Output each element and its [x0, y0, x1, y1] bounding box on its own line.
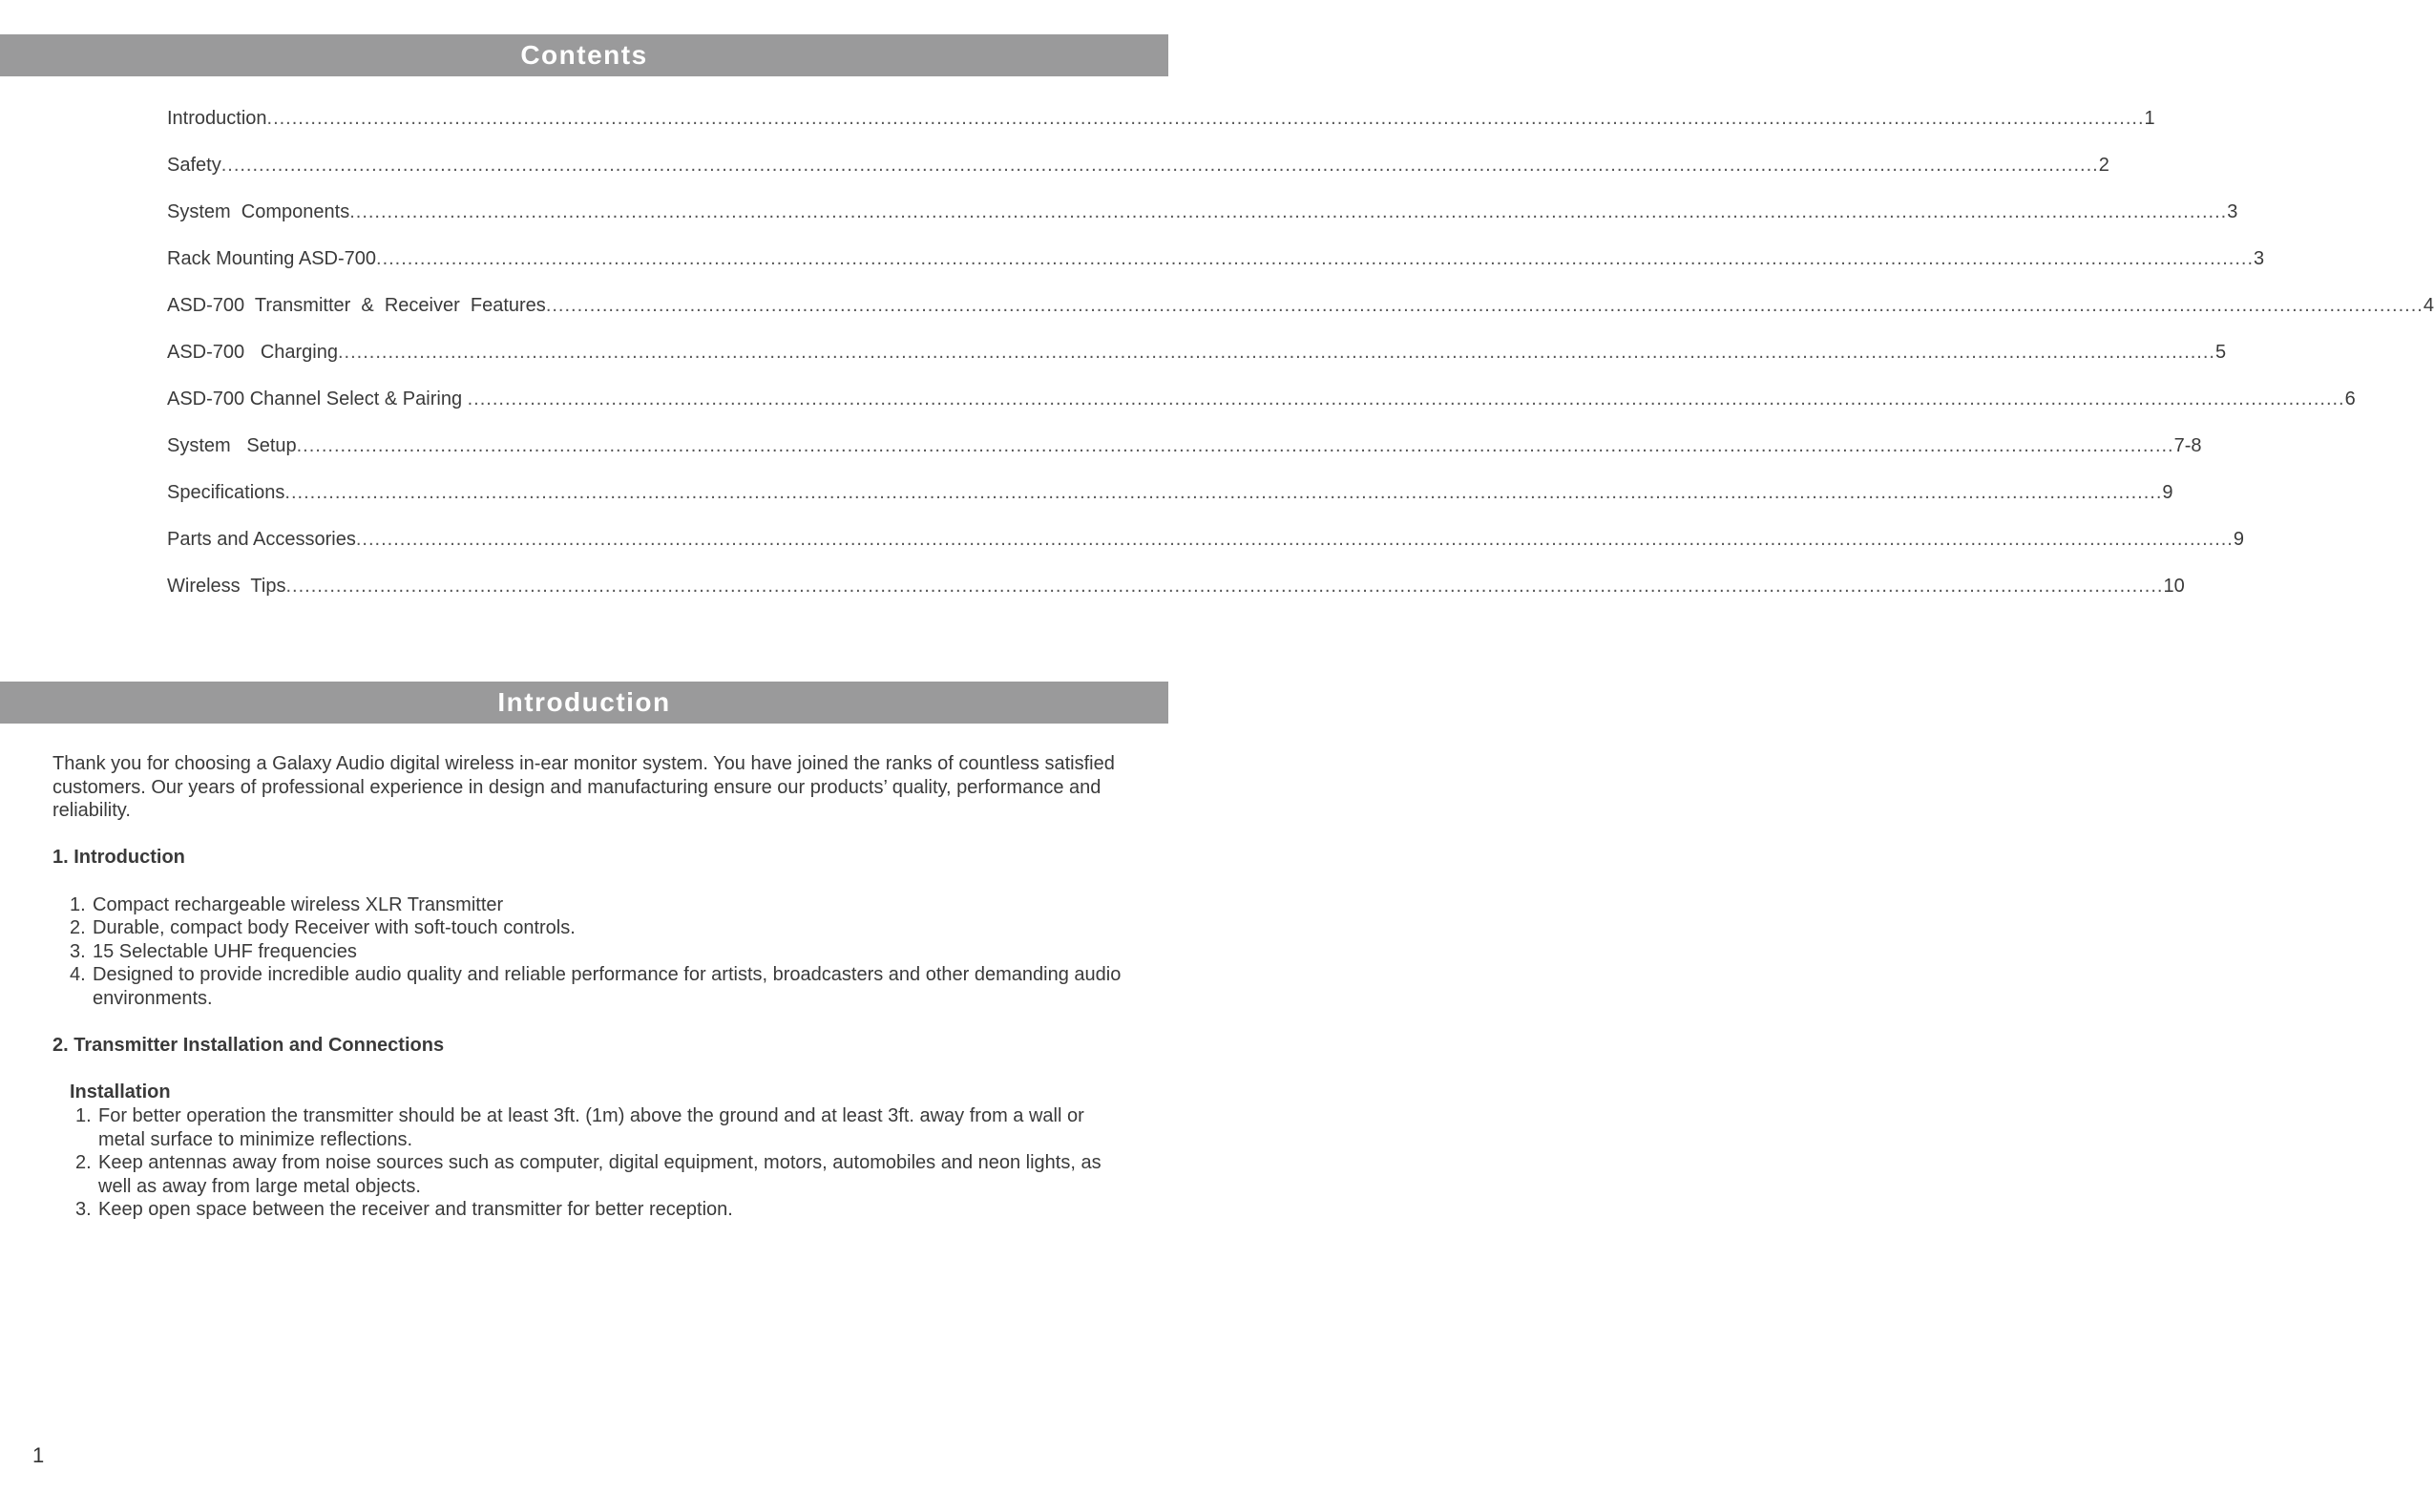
toc-entry-title: Specifications — [167, 482, 285, 503]
list-item-number: 2. — [70, 917, 86, 939]
toc-entry-title: ASD-700 Channel Select & Pairing — [167, 388, 468, 410]
list-item — [70, 940, 1122, 964]
toc-entry — [167, 142, 2109, 189]
toc-entry-page: 3 — [2227, 201, 2238, 222]
toc-entry — [167, 376, 2356, 423]
introduction-body — [52, 752, 1122, 1222]
toc-entry — [167, 516, 2244, 563]
toc-entry-title: System Components — [167, 201, 350, 222]
subsection-heading: Installation — [70, 1082, 171, 1103]
installation-list — [75, 1104, 1122, 1222]
introduction-heading: Introduction — [0, 682, 1168, 724]
toc-entry-page: 6 — [2344, 388, 2356, 410]
features-list — [70, 893, 1122, 1011]
list-item-number: 3. — [70, 940, 86, 962]
toc-entry-page: 2 — [2098, 155, 2109, 176]
list-item-number: 3. — [75, 1199, 92, 1221]
list-item — [70, 893, 1122, 917]
list-item — [70, 963, 1122, 1010]
toc-dot-leader: ............................................................................................................................................................................................................................................................................................................ — [355, 529, 2234, 550]
toc-entry-page: 4 — [2423, 295, 2434, 316]
list-item-number: 1. — [75, 1104, 92, 1126]
toc-entry — [167, 563, 2185, 610]
list-item-text: Durable, compact body Receiver with soft-touch controls. — [93, 917, 576, 939]
table-of-contents — [167, 95, 2434, 610]
list-item — [75, 1104, 1122, 1151]
toc-dot-leader: ............................................................................................................................................................................................................................................................................................................ — [467, 388, 2345, 410]
toc-dot-leader: ............................................................................................................................................................................................................................................................................................................ — [285, 576, 2164, 597]
contents-heading: Contents — [0, 34, 1168, 76]
toc-entry — [167, 95, 2155, 142]
toc-entry-page: 3 — [2254, 248, 2265, 269]
toc-entry-page: 9 — [2162, 482, 2173, 503]
list-item-number: 4. — [70, 964, 86, 986]
toc-entry — [167, 283, 2434, 329]
toc-entry-title: Parts and Accessories — [167, 529, 356, 550]
toc-entry — [167, 236, 2265, 283]
toc-entry — [167, 423, 2202, 470]
toc-entry-title: ASD-700 Charging — [167, 342, 338, 363]
toc-dot-leader: ............................................................................................................................................................................................................................................................................................................ — [376, 248, 2255, 269]
toc-entry-title: Wireless Tips — [167, 576, 286, 597]
toc-entry — [167, 189, 2238, 236]
toc-dot-leader: ............................................................................................................................................................................................................................................................................................................ — [266, 108, 2145, 129]
toc-entry-page: 7-8 — [2173, 435, 2202, 456]
list-item — [70, 916, 1122, 940]
page-number: 1 — [32, 1443, 45, 1467]
list-item-text: Keep antennas away from noise sources such as computer, digital equipment, motors, automobiles and neon lights, as well as away from large metal objects. — [98, 1152, 1102, 1197]
toc-entry — [167, 470, 2173, 516]
list-item-text: Designed to provide incredible audio quality and reliable performance for artists, broadcasters and other demanding audio environments. — [93, 964, 1122, 1009]
toc-dot-leader: ............................................................................................................................................................................................................................................................................................................ — [220, 155, 2099, 176]
toc-dot-leader: ............................................................................................................................................................................................................................................................................................................ — [545, 295, 2424, 316]
toc-entry-page: 9 — [2233, 529, 2244, 550]
list-item-text: 15 Selectable UHF frequencies — [93, 940, 357, 962]
toc-entry-title: System Setup — [167, 435, 297, 456]
toc-entry — [167, 329, 2227, 376]
toc-entry-title: Introduction — [167, 108, 267, 129]
section-heading: 1. Introduction — [52, 847, 185, 869]
list-item-number: 1. — [70, 893, 86, 915]
list-item-number: 2. — [75, 1152, 92, 1174]
list-item-text: Compact rechargeable wireless XLR Transmitter — [93, 893, 504, 915]
toc-entry-title: Rack Mounting ASD-700 — [167, 248, 377, 269]
toc-entry-page: 10 — [2163, 576, 2185, 597]
toc-dot-leader: ............................................................................................................................................................................................................................................................................................................ — [284, 482, 2163, 503]
list-item — [75, 1151, 1122, 1198]
toc-dot-leader: ............................................................................................................................................................................................................................................................................................................ — [337, 342, 2215, 363]
toc-entry-page: 5 — [2214, 342, 2227, 363]
section-heading: 2. Transmitter Installation and Connections — [52, 1035, 445, 1057]
intro-paragraph: Thank you for choosing a Galaxy Audio digital wireless in-ear monitor system. You have joined the ranks of countless satisfied customers. Our years of professional experience in design and manufacturing ensure our products’ quality, performance and reliability. — [52, 753, 1115, 822]
toc-entry-page: 1 — [2144, 108, 2155, 129]
list-item-text: Keep open space between the receiver and transmitter for better reception. — [98, 1199, 733, 1221]
toc-dot-leader: ............................................................................................................................................................................................................................................................................................................ — [349, 201, 2228, 222]
toc-dot-leader: ............................................................................................................................................................................................................................................................................................................ — [296, 435, 2174, 456]
toc-entry-title: ASD-700 Transmitter & Receiver Features — [167, 295, 546, 316]
list-item-text: For better operation the transmitter should be at least 3ft. (1m) above the ground and at least 3ft. away from a wall or metal surface to minimize reflections. — [98, 1104, 1084, 1150]
toc-entry-title: Safety — [167, 155, 221, 176]
list-item — [75, 1198, 1122, 1222]
